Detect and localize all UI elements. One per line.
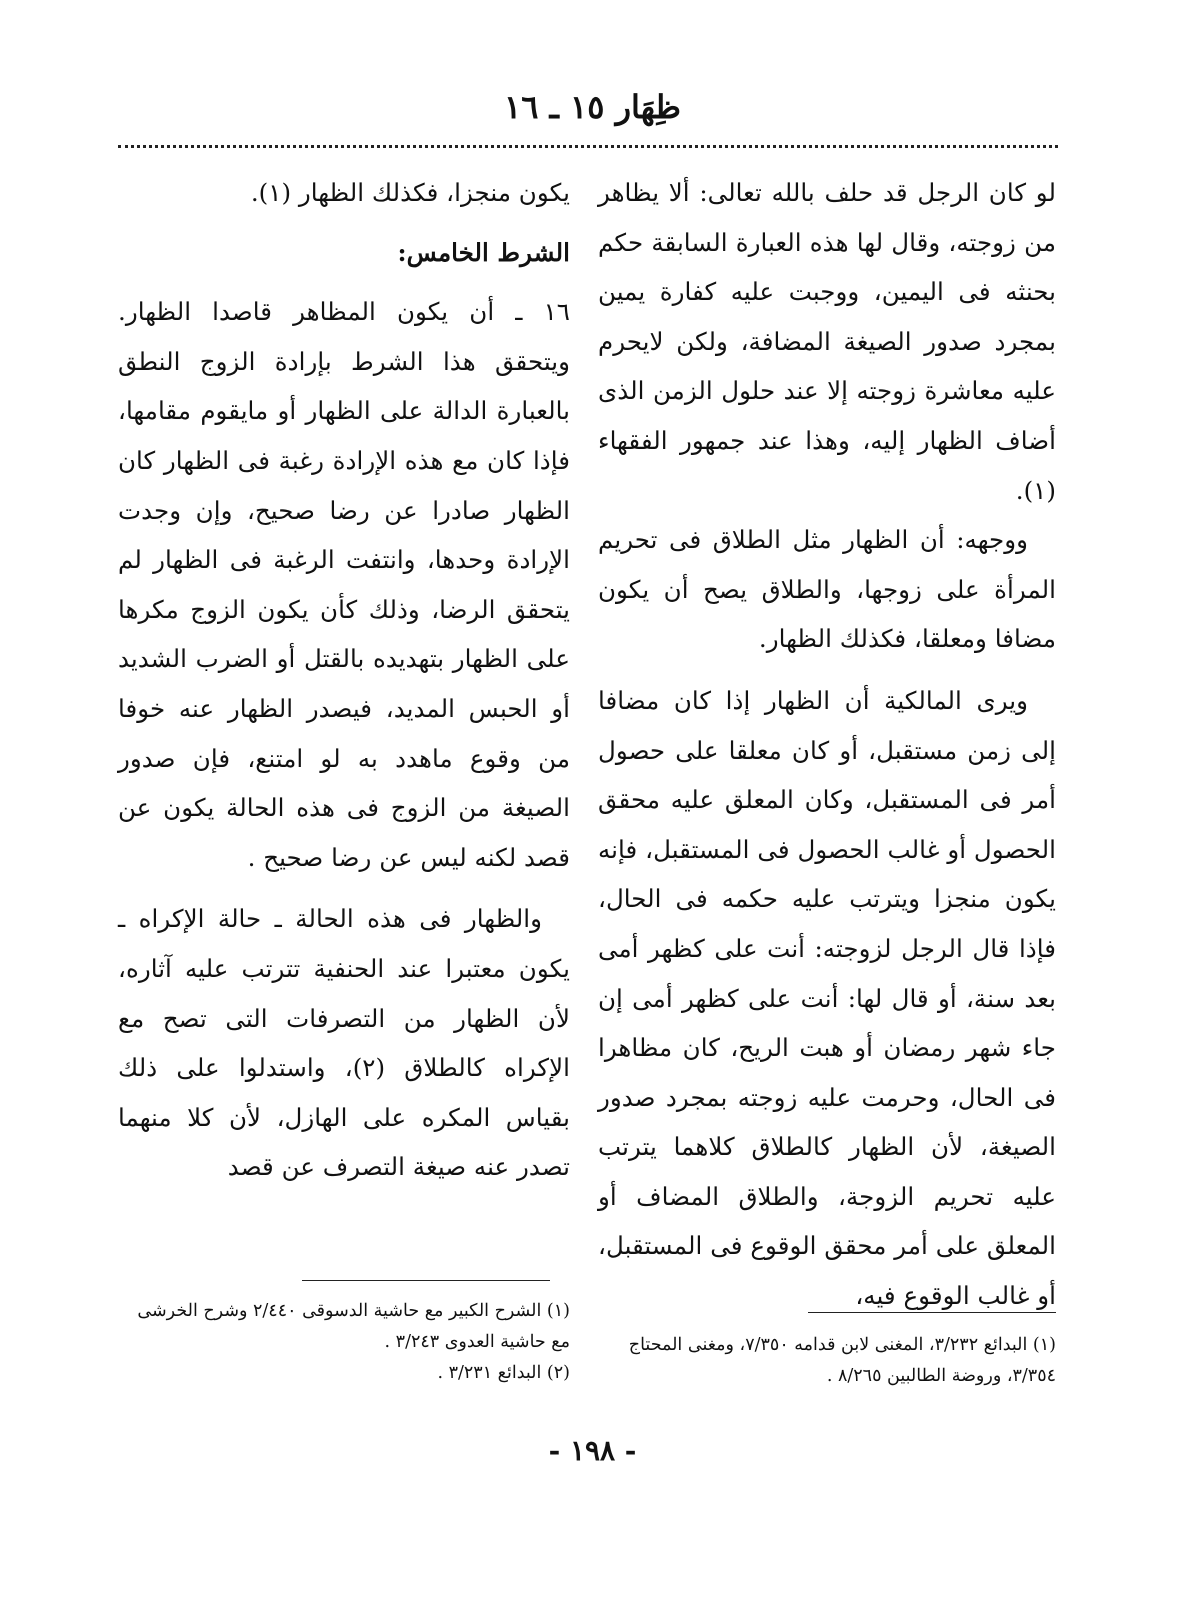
header-dotted-rule [118, 145, 1058, 148]
page-number: - ١٩٨ - [548, 1434, 637, 1467]
footnote: (٢) البدائع ٣/٢٣١ . [437, 1363, 570, 1383]
paragraph: لو كان الرجل قد حلف بالله تعالى: ألا يظاهر من زوجته، وقال لها هذه العبارة السابقة حكم بحنثه فى اليمين، ووجبت عليه كفارة يمين بمجرد صدور الصيغة المضافة، ولكن لايحرم عليه معاشرة زوجته إلا عند حلول الزمن الذى أضاف الظهار إليه، وهذا عند جمهور الفقهاء (١). [598, 178, 1056, 505]
footnote-divider [808, 1312, 1056, 1313]
footnote: (١) البدائع ٣/٢٣٢، المغنى لابن قدامه ٧/٣٥٠، ومغنى المحتاج ٣/٣٥٤، وروضة الطالبين ٨/٢٦٥ . [628, 1335, 1056, 1386]
paragraph: والظهار فى هذه الحالة ـ حالة الإكراه ـ يكون معتبرا عند الحنفية تترتب عليه آثاره، لأن الظهار من التصرفات التى تصح مع الإكراه كالطلاق (٢)، واستدلوا على ذلك بقياس المكره على الهازل، لأن كلا منهما تصدر عنه صيغة التصرف عن قصد [118, 904, 570, 1182]
section-heading: الشرط الخامس: [397, 237, 570, 267]
page-header-title: ظِهَار ١٥ ـ ١٦ [504, 88, 681, 126]
paragraph: ١٦ ـ أن يكون المظاهر قاصدا الظهار. ويتحقق هذا الشرط بإرادة الزوج النطق بالعبارة الدالة على الظهار أو مايقوم مقامها، فإذا كان مع هذه الإرادة رغبة فى الظهار كان الظهار صادرا عن رضا صحيح، وإن وجدت الإرادة وحدها، وانتفت الرغبة فى الظهار لم يتحقق الرضا، وذلك كأن يكون الزوج مكرها على الظهار بتهديده بالقتل أو الضرب الشديد أو الحبس المديد، فيصدر الظهار عنه خوفا من وقوع ماهدد به لو امتنع، فإن صدور الصيغة من الزوج فى هذه الحالة يكون عن قصد لكنه ليس عن رضا صحيح . [118, 297, 570, 872]
footnote: (١) الشرح الكبير مع حاشية الدسوقى ٢/٤٤٠ وشرح الخرشى مع حاشية العدوى ٣/٢٤٣ . [137, 1301, 570, 1352]
paragraph: ويرى المالكية أن الظهار إذا كان مضافا إلى زمن مستقبل، أو كان معلقا على حصول أمر فى المستقبل، وكان المعلق عليه محقق الحصول أو غالب الحصول فى المستقبل، فإنه يكون منجزا ويترتب عليه حكمه فى الحال، فإذا قال الرجل لزوجته: أنت على كظهر أمى بعد سنة، أو قال لها: أنت على كظهر أمى إن جاء شهر رمضان أو هبت الريح، كان مظاهرا فى الحال، وحرمت عليه زوجته بمجرد صدور الصيغة، لأن الظهار كالطلاق كلاهما يترتب عليه تحريم الزوجة، والطلاق المضاف أو المعلق على أمر محقق الوقوع فى المستقبل، أو غالب الوقوع فيه، [598, 685, 1056, 1311]
left-column [118, 168, 570, 1192]
left-footnotes [118, 1296, 570, 1389]
footnote-divider [302, 1280, 550, 1281]
right-column [598, 168, 1056, 1321]
paragraph: يكون منجزا، فكذلك الظهار (١). [250, 178, 570, 207]
paragraph: ووجهه: أن الظهار مثل الطلاق فى تحريم المرأة على زوجها، والطلاق يصح أن يكون مضافا ومعلقا، فكذلك الظهار. [598, 525, 1056, 654]
right-footnotes [598, 1330, 1056, 1392]
